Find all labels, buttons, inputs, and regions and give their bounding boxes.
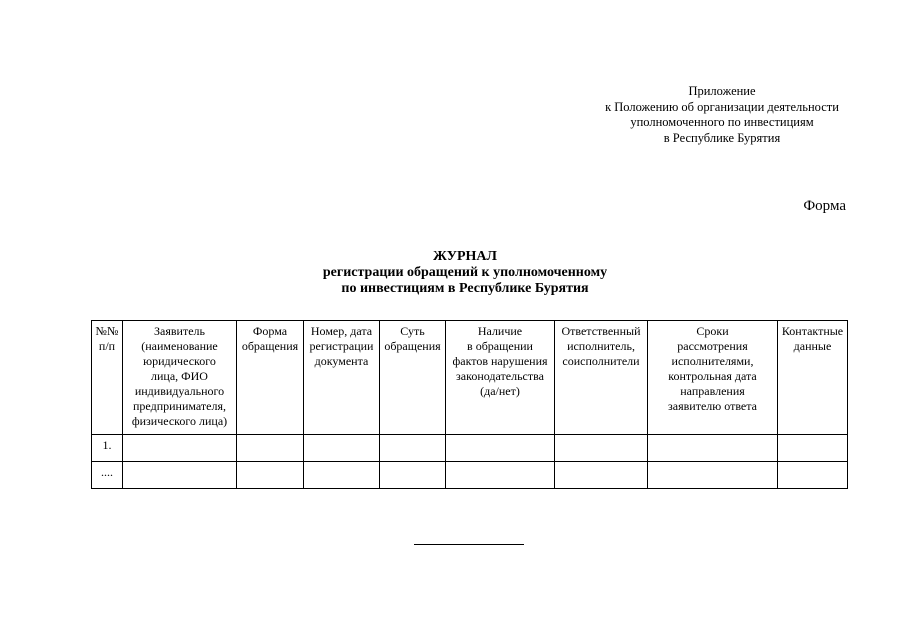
column-header: Заявитель (наименование юридического лица, ФИО индивидуального предпринимателя, физического лица) — [123, 321, 237, 435]
title-line-2: регистрации обращений к уполномоченному — [322, 265, 608, 280]
table-cell — [446, 435, 555, 462]
form-label: Форма — [803, 198, 846, 214]
table-cell — [123, 462, 237, 489]
column-header: Номер, дата регистрации документа — [304, 321, 380, 435]
title-line-3: по инвестициям в Республике Бурятия — [341, 281, 589, 296]
table-cell — [555, 435, 648, 462]
row-number-cell: .... — [92, 462, 123, 489]
document-title — [0, 249, 906, 297]
column-header: Контактные данные — [778, 321, 848, 435]
appendix-line: уполномоченного по инвестициям — [630, 115, 814, 129]
table-body — [92, 435, 848, 489]
table-cell — [555, 462, 648, 489]
table-cell — [380, 462, 446, 489]
column-header: Наличие в обращении фактов нарушения законодательства (да/нет) — [446, 321, 555, 435]
appendix-line: к Положению об организации деятельности — [605, 99, 839, 114]
title-line-1: ЖУРНАЛ — [433, 249, 497, 264]
table-row — [92, 462, 848, 489]
table-cell — [237, 435, 304, 462]
column-header: №№ п/п — [92, 321, 123, 435]
table-cell — [237, 462, 304, 489]
table-cell — [648, 435, 778, 462]
registration-journal-table — [91, 320, 848, 489]
table-header-row — [92, 321, 848, 435]
appendix-header — [560, 84, 884, 146]
row-number-cell: 1. — [92, 435, 123, 462]
table-cell — [380, 435, 446, 462]
appendix-line: Приложение — [688, 84, 756, 98]
table-cell — [123, 435, 237, 462]
column-header: Суть обращения — [380, 321, 446, 435]
column-header: Форма обращения — [237, 321, 304, 435]
column-header: Сроки рассмотрения исполнителями, контрольная дата направления заявителю ответа — [648, 321, 778, 435]
table-cell — [304, 435, 380, 462]
column-header: Ответственный исполнитель, соисполнители — [555, 321, 648, 435]
appendix-line: в Республике Бурятия — [663, 130, 781, 145]
table-cell — [446, 462, 555, 489]
table-cell — [778, 435, 848, 462]
table-cell — [778, 462, 848, 489]
table-cell — [304, 462, 380, 489]
bottom-divider-line — [414, 544, 524, 545]
table-row — [92, 435, 848, 462]
table-cell — [648, 462, 778, 489]
